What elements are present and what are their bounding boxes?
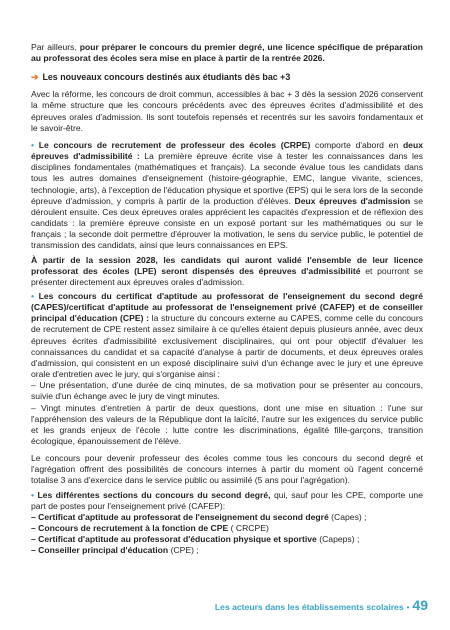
list-item-text: (Capes) ; xyxy=(328,511,367,522)
intro-paragraph xyxy=(31,42,423,64)
list-item-bold: – Certificat d'aptitude au professorat d'éducation physique et sportive xyxy=(31,534,317,545)
capes-bold: Les concours du certificat d'aptitude au professorat de l'enseignement du second degré (CAPES)/certificat d'aptitude au professorat de l'enseignement privé (CAFEP) et de conseiller principal d'éducation (CPE) : xyxy=(31,290,423,324)
arrow-right-icon: ➔ xyxy=(31,72,39,83)
crpe-bold-3: Deux épreuves d'admission xyxy=(294,195,411,206)
lpe-paragraph xyxy=(31,255,423,288)
intro-lead: Par ailleurs, xyxy=(31,42,80,52)
lpe-bold: À partir de la session 2028, les candidats qui auront validé l'ensemble de leur licence professorat des écoles (LPE) seront dispensés des épreuves d'admissibilité xyxy=(31,254,423,276)
sections-paragraph xyxy=(31,490,423,512)
internal-paragraph: Le concours pour devenir professeur des écoles comme tous les concours du second degré et l'agrégation offrent des possibilités de concours internes à partir du moment où l'agent concerné totalise 3 ans d'exercice dans le service public ou assimilé (5 ans pour l'agrégation). xyxy=(31,453,423,486)
page-content xyxy=(31,42,423,557)
page-number: 49 xyxy=(412,597,428,613)
bullet-icon: • xyxy=(31,489,38,500)
bullet-icon: • xyxy=(31,290,39,301)
list-item xyxy=(31,523,423,534)
footer-separator: • xyxy=(406,603,410,612)
list-item-text: ( CRCPE) xyxy=(228,523,269,534)
list-item xyxy=(31,512,423,523)
list-item-text: (CPE) ; xyxy=(168,545,199,556)
intro-bold: pour préparer le concours du premier degré, une licence spécifique de préparation au professorat des écoles sera mise en place à partir de la rentrée 2026. xyxy=(31,42,423,64)
sections-text: qui, sauf pour les CPE, comporte une part de postes pour l'enseignement privé (CAFEP): xyxy=(31,489,423,511)
section-heading xyxy=(31,71,423,83)
crpe-text-1: comporte d'abord en xyxy=(310,139,403,150)
list-item-text: (Capeps) ; xyxy=(316,534,360,545)
list-item-bold: – Certificat d'aptitude au professorat de l'enseignement du second degré xyxy=(31,511,329,522)
list-item-bold: – Concours de recrutement à la fonction de CPE xyxy=(31,523,229,534)
capes-dash-2: – Vingt minutes d'entretien à partir de deux questions, dont une mise en situation : l'une sur l'appréhension des valeurs de la République dont la laïcité, l'autre sur les exigences du service public et les grands enjeux de l'école : lutte contre les discriminations, égalité fille-garçons, transition écologique, épanouissement de l'élève. xyxy=(31,402,423,446)
crpe-text-3: se déroulent ensuite. Ces deux épreuves orales apprécient les capacités d'expression et de réflexion des candidats : la première épreuve consiste en un exposé portant sur les mathématiques ou sur le français ; la seconde doit permettre d'éprouver la motivation, le sens du service public, le potentiel de transmission des candidats, ainsi que leurs connaissances en EPS. xyxy=(31,195,424,251)
reform-paragraph: Avec la réforme, les concours de droit commun, accessibles à bac + 3 dès la session 2026 conservent la même structure que les concours précédents avec des épreuves écrites d'admissibilité et des épreuves orales d'admission. Ils sont toutefois repensés et recentrés sur les savoirs fondamentaux et le savoir-être. xyxy=(31,89,423,133)
capes-dash-1: – Une présentation, d'une durée de cinq minutes, de sa motivation pour se présenter au concours, suivie d'un échange avec le jury de vingt minutes. xyxy=(31,380,423,402)
crpe-bold-2: deux épreuves d'admissibilité : xyxy=(31,139,423,162)
crpe-bold-1: Le concours de recrutement de professeur des écoles (CRPE) xyxy=(38,139,311,150)
crpe-paragraph xyxy=(31,140,423,252)
page-footer xyxy=(215,597,428,613)
section-heading-text: Les nouveaux concours destinés aux étudiants dès bac +3 xyxy=(42,72,291,83)
capes-text: la structure du concours externe au CAPES, comme celle du concours de recrutement de CPE restent assez similaire à ce qu'elles étaient depuis plusieurs année, avec deux épreuves écrites d'admissibilité exclusivement disciplinaires, qui ont pour objectif d'évaluer les connaissances du candidat et sa capacité d'analyse à partir de documents, et deux épreuves orales d'admission, qui consistent en un exposé disciplinaire suivi d'un échange avec le jury et une épreuve orale d'entretien avec le jury, qui s'organise ainsi : xyxy=(31,313,423,380)
lpe-text: et pourront se présenter directement aux épreuves orales d'admission. xyxy=(31,265,423,287)
bullet-icon: • xyxy=(31,139,39,150)
capes-paragraph xyxy=(31,291,423,380)
footer-label: Les acteurs dans les établissements scolaires xyxy=(214,602,404,612)
sections-bold: Les différentes sections du concours du second degré, xyxy=(37,489,271,500)
list-item xyxy=(31,534,423,545)
crpe-text-2: La première épreuve écrite vise à tester les connaissances dans les disciplines fondamentales (mathématiques et français). La seconde évalue tous les candidats dans tous les autres domaines d'enseignement (histoire-géographie, EMC, langue vivante, sciences, technologie, arts), à l'exception de l'éducation physique et sportive (EPS) qui le sera lors de la seconde épreuve d'admission, y compris à partir de la production d'élèves. xyxy=(31,151,423,206)
list-item xyxy=(31,545,423,556)
list-item-bold: – Conseiller principal d'éducation xyxy=(31,545,169,556)
